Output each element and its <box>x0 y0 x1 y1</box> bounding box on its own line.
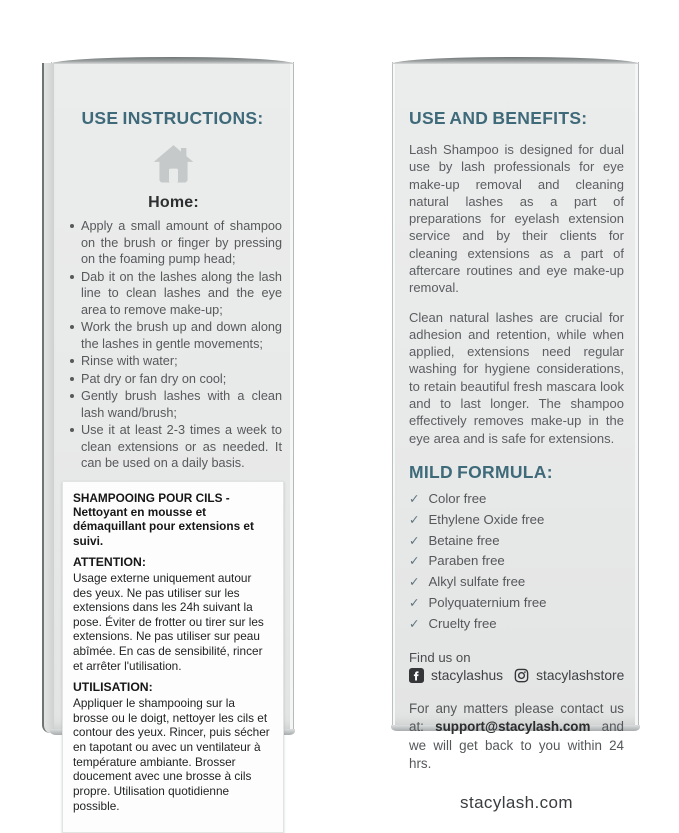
instructions-list <box>65 218 282 472</box>
instruction-item: Gently brush lashes with a clean lash wand/brush; <box>81 388 282 421</box>
formula-item <box>409 531 624 552</box>
formula-item <box>409 489 624 510</box>
utilisation-text: Appliquer le shampooing sur la brosse ou le doigt, nettoyer les cils et contour des yeux. Rincer, puis sécher en tapotant ou avec un ventilateur à température ambiante. Brosser doucement avec une brosse à cils propre. Utilisation quotidienne possible. <box>73 696 273 813</box>
formula-item <box>409 551 624 572</box>
home-subheading: Home: <box>65 194 282 212</box>
instagram-icon <box>514 668 529 683</box>
use-and-benefits-heading: USE AND BENEFITS: <box>409 108 624 129</box>
use-instructions-heading: USE INSTRUCTIONS: <box>63 108 282 129</box>
check-icon: ✓ <box>409 594 419 614</box>
formula-item-label: Polyquaternium free <box>428 593 546 614</box>
instagram-handle: stacylashstore <box>536 668 624 683</box>
benefits-paragraph-1: Lash Shampoo is designed for dual use by lash professionals for eye make-up removal and cleaning natural lashes as a part of preparations for eyelash extension service and by their clients for cleaning extensions as a part of aftercare routines and eye make-up removal. <box>409 141 624 297</box>
contact-suffix: and we will get back to you within 24 hrs. <box>409 719 624 771</box>
check-icon: ✓ <box>409 490 419 510</box>
instruction-item: Dab it on the lashes along the lash line to clean lashes and the eye area to remove make-up; <box>81 269 282 319</box>
instruction-item: Rinse with water; <box>81 353 282 370</box>
formula-item-label: Ethylene Oxide free <box>428 510 544 531</box>
facebook-handle: stacylashus <box>431 668 503 683</box>
instruction-item: Use it at least 2-3 times a week to clean extensions or as needed. It can be used on a daily basis. <box>81 422 282 472</box>
social-row <box>409 668 624 683</box>
formula-item-label: Paraben free <box>428 551 504 572</box>
attention-label: ATTENTION: <box>73 555 273 571</box>
check-icon: ✓ <box>409 573 419 593</box>
support-email: support@stacylash.com <box>435 719 590 734</box>
home-icon <box>65 142 282 186</box>
website-url: stacylash.com <box>409 793 624 813</box>
facebook-icon <box>409 668 424 683</box>
benefits-paragraph-2: Clean natural lashes are crucial for adhesion and retention, while when applied, extensions need regular washing for hygiene considerations, to retain beautiful fresh mascara look and to last longer. The shampoo effectively removes make-up in the eye area and is safe for extensions. <box>409 309 624 447</box>
find-us-label: Find us on <box>409 650 624 665</box>
instruction-item: Pat dry or fan dry on cool; <box>81 371 282 388</box>
check-icon: ✓ <box>409 532 419 552</box>
formula-item <box>409 510 624 531</box>
contact-paragraph <box>409 700 624 774</box>
formula-item <box>409 572 624 593</box>
right-panel-content <box>393 62 638 726</box>
attention-text: Usage externe uniquement autour des yeux. Ne pas utiliser sur les extensions dans les 24h suivant la pose. Éviter de frotter ou tirer sur les extensions. Ne pas utiliser sur peau abîmée. En cas de sensibilité, rincer et arrêter l'utilisation. <box>73 571 273 673</box>
mild-formula-heading: MILD FORMULA: <box>409 462 624 483</box>
formula-item-label: Alkyl sulfate free <box>428 572 525 593</box>
left-box-panel <box>51 62 294 730</box>
formula-item <box>409 593 624 614</box>
right-box-panel <box>392 62 639 726</box>
instruction-item: Work the brush up and down along the lashes in gentle movements; <box>81 319 282 352</box>
french-label-box <box>62 481 284 833</box>
left-panel-content <box>52 62 293 730</box>
formula-item-label: Cruelty free <box>428 614 496 635</box>
check-icon: ✓ <box>409 552 419 572</box>
check-icon: ✓ <box>409 511 419 531</box>
formula-item-label: Color free <box>428 489 486 510</box>
utilisation-label: UTILISATION: <box>73 680 273 696</box>
formula-item <box>409 614 624 635</box>
formula-item-label: Betaine free <box>428 531 499 552</box>
french-title: SHAMPOOING POUR CILS - Nettoyant en mousse et démaquillant pour extensions et suivi. <box>73 491 273 549</box>
check-icon: ✓ <box>409 615 419 635</box>
contact-prefix: For any matters please contact us at: <box>409 701 624 735</box>
instruction-item: Apply a small amount of shampoo on the brush or finger by pressing on the foaming pump head; <box>81 218 282 268</box>
mild-formula-list <box>409 489 624 635</box>
